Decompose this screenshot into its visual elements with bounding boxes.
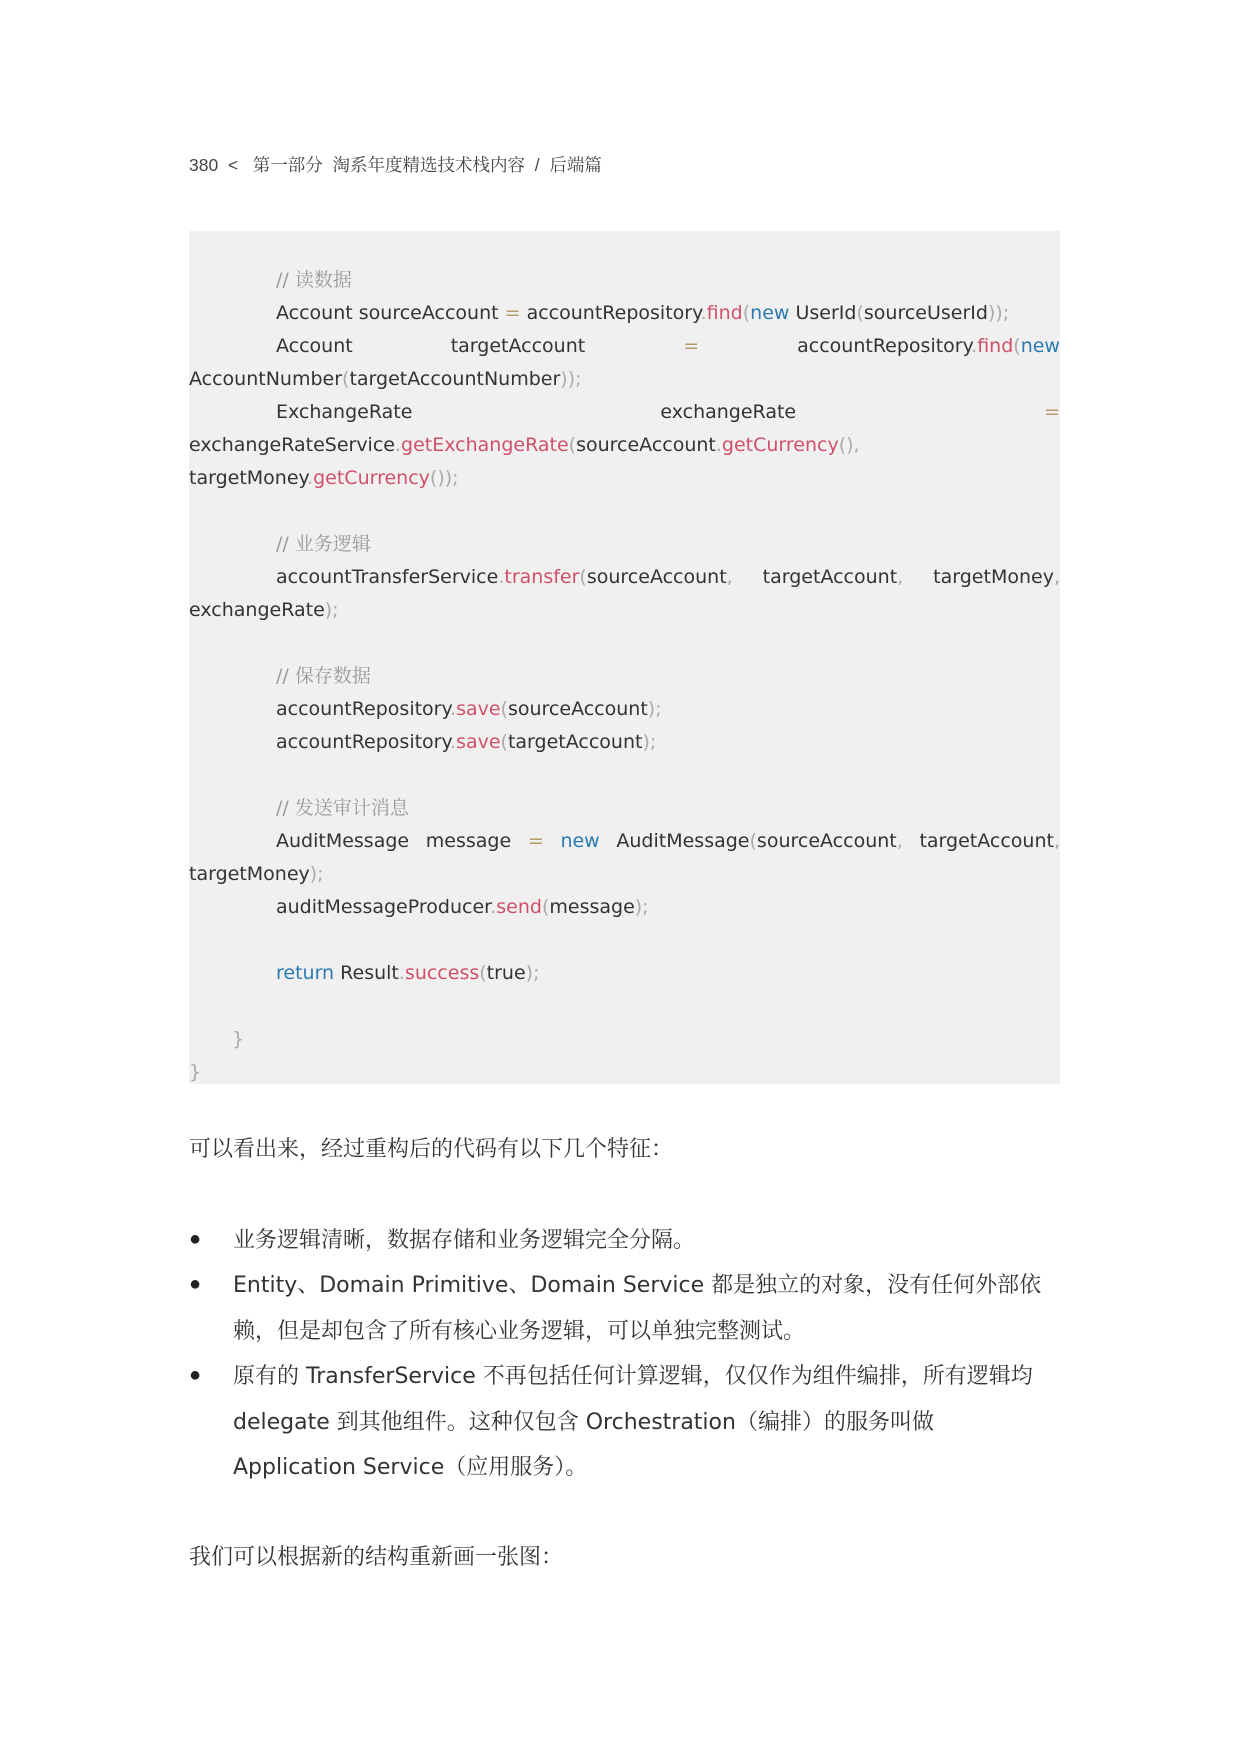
header-part: 第一部分 — [252, 155, 323, 175]
code-line: Account targetAccount = accountRepository.find(new — [276, 335, 1060, 357]
page-header — [189, 152, 602, 177]
code-line: exchangeRate); — [189, 599, 339, 621]
header-section: 后端篇 — [549, 155, 602, 175]
code-line: ExchangeRate exchangeRate = — [276, 401, 1060, 423]
code-line: targetMoney.getCurrency()); — [189, 467, 459, 489]
code-comment-logic: // 业务逻辑 — [276, 533, 371, 555]
code-comment-save: // 保存数据 — [276, 665, 371, 687]
code-line: AuditMessage message = new AuditMessage(sourceAccount, targetAccount, — [276, 830, 1060, 852]
code-close-brace-outer: } — [189, 1061, 202, 1083]
code-close-brace-inner: } — [232, 1028, 245, 1050]
code-line: auditMessageProducer.send(message); — [276, 896, 649, 918]
code-line: AccountNumber(targetAccountNumber)); — [189, 368, 582, 390]
header-separator: < — [227, 155, 239, 175]
header-slash: / — [534, 155, 540, 175]
code-line: accountRepository.save(targetAccount); — [276, 731, 657, 753]
bullet-item-1: 业务逻辑清晰，数据存储和业务逻辑完全分隔。 — [233, 1228, 696, 1253]
bullet-symbol: ● — [189, 1364, 202, 1386]
code-comment-read: // 读数据 — [276, 269, 352, 291]
bullet-item-2: Entity、Domain Primitive、Domain Service 都是独立的对象，没有任何外部依赖，但是却包含了所有核心业务逻辑，可以单独完整测试。 — [233, 1273, 1042, 1344]
code-line: targetMoney); — [189, 863, 324, 885]
outro-paragraph: 我们可以根据新的结构重新画一张图： — [189, 1545, 564, 1570]
bullet-item-3: 原有的 TransferService 不再包括任何计算逻辑，仅仅作为组件编排，所有逻辑均 delegate 到其他组件。这种仅包含 Orchestration（编排）的服务叫做 Application Service（应用服务）。 — [233, 1364, 1033, 1480]
bullet-symbol: ● — [189, 1273, 202, 1295]
code-line: accountTransferService.transfer(sourceAccount, targetAccount, targetMoney, — [276, 566, 1060, 588]
code-line: accountRepository.save(sourceAccount); — [276, 698, 662, 720]
page-number: 380 — [189, 155, 219, 175]
code-line: return Result.success(true); — [276, 962, 540, 984]
code-line: exchangeRateService.getExchangeRate(sourceAccount.getCurrency(), — [189, 434, 860, 456]
bullet-symbol: ● — [189, 1228, 202, 1250]
code-comment-audit: // 发送审计消息 — [276, 797, 409, 819]
header-book-title: 淘系年度精选技术栈内容 — [332, 155, 525, 175]
code-line: Account sourceAccount = accountRepository.find(new UserId(sourceUserId)); — [276, 302, 1010, 324]
intro-paragraph: 可以看出来，经过重构后的代码有以下几个特征： — [189, 1137, 674, 1162]
